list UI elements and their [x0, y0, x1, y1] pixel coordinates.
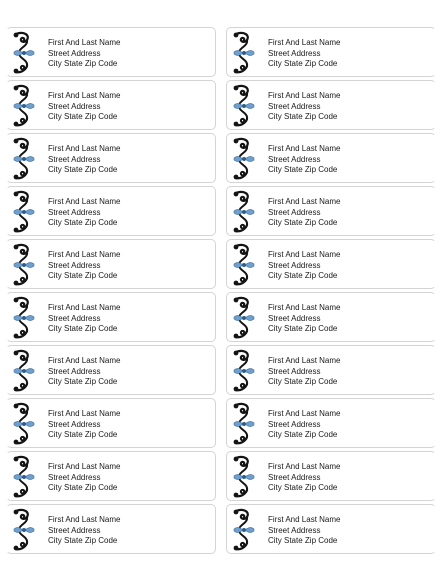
recipient-name: First And Last Name — [48, 38, 121, 47]
address-block — [48, 462, 120, 494]
recipient-name: First And Last Name — [268, 250, 341, 259]
city-state-zip: City State Zip Code — [268, 165, 338, 174]
recipient-name: First And Last Name — [268, 303, 341, 312]
street-address: Street Address — [48, 472, 101, 482]
address-label[interactable] — [226, 345, 436, 395]
scroll-ornament-icon — [11, 455, 37, 499]
street-address: Street Address — [48, 207, 101, 217]
scroll-ornament-icon — [231, 243, 257, 287]
recipient-name: First And Last Name — [48, 91, 121, 100]
address-block — [48, 197, 120, 229]
address-block — [268, 197, 340, 229]
scroll-ornament-icon — [11, 402, 37, 446]
address-block — [268, 462, 340, 494]
scroll-ornament-icon — [231, 455, 257, 499]
city-state-zip: City State Zip Code — [48, 377, 118, 386]
address-label[interactable] — [226, 239, 436, 289]
street-address: Street Address — [48, 48, 101, 58]
address-label[interactable] — [6, 186, 216, 236]
city-state-zip: City State Zip Code — [268, 377, 338, 386]
street-address: Street Address — [48, 101, 101, 111]
scroll-ornament-icon — [231, 508, 257, 552]
address-label[interactable] — [6, 345, 216, 395]
scroll-ornament-icon — [11, 508, 37, 552]
address-block — [48, 38, 120, 70]
address-block — [268, 250, 340, 282]
street-address: Street Address — [48, 260, 101, 270]
city-state-zip: City State Zip Code — [268, 536, 338, 545]
scroll-ornament-icon — [11, 296, 37, 340]
street-address: Street Address — [268, 419, 321, 429]
street-address: Street Address — [268, 207, 321, 217]
address-block — [48, 250, 120, 282]
address-label[interactable] — [6, 292, 216, 342]
address-label[interactable] — [226, 80, 436, 130]
city-state-zip: City State Zip Code — [268, 59, 338, 68]
scroll-ornament-icon — [11, 31, 37, 75]
address-block — [268, 303, 340, 335]
scroll-ornament-icon — [11, 137, 37, 181]
recipient-name: First And Last Name — [48, 409, 121, 418]
street-address: Street Address — [268, 260, 321, 270]
address-label[interactable] — [226, 292, 436, 342]
scroll-ornament-icon — [231, 296, 257, 340]
scroll-ornament-icon — [11, 243, 37, 287]
address-label[interactable] — [226, 398, 436, 448]
address-label[interactable] — [6, 398, 216, 448]
recipient-name: First And Last Name — [48, 197, 121, 206]
address-label[interactable] — [226, 27, 436, 77]
recipient-name: First And Last Name — [268, 197, 341, 206]
scroll-ornament-icon — [11, 349, 37, 393]
recipient-name: First And Last Name — [268, 409, 341, 418]
address-block — [48, 356, 120, 388]
address-label[interactable] — [226, 504, 436, 554]
city-state-zip: City State Zip Code — [48, 271, 118, 280]
scroll-ornament-icon — [231, 84, 257, 128]
street-address: Street Address — [268, 366, 321, 376]
address-block — [48, 515, 120, 547]
street-address: Street Address — [268, 313, 321, 323]
city-state-zip: City State Zip Code — [48, 112, 118, 121]
city-state-zip: City State Zip Code — [268, 483, 338, 492]
address-label[interactable] — [226, 186, 436, 236]
recipient-name: First And Last Name — [268, 144, 341, 153]
street-address: Street Address — [48, 154, 101, 164]
address-block — [268, 38, 340, 70]
city-state-zip: City State Zip Code — [268, 324, 338, 333]
street-address: Street Address — [48, 313, 101, 323]
recipient-name: First And Last Name — [48, 303, 121, 312]
address-block — [48, 303, 120, 335]
city-state-zip: City State Zip Code — [48, 430, 118, 439]
city-state-zip: City State Zip Code — [268, 218, 338, 227]
street-address: Street Address — [268, 472, 321, 482]
address-label[interactable] — [6, 133, 216, 183]
address-label[interactable] — [6, 80, 216, 130]
city-state-zip: City State Zip Code — [268, 112, 338, 121]
address-block — [268, 144, 340, 176]
scroll-ornament-icon — [231, 190, 257, 234]
address-label[interactable] — [6, 504, 216, 554]
address-block — [268, 356, 340, 388]
recipient-name: First And Last Name — [48, 250, 121, 259]
recipient-name: First And Last Name — [268, 515, 341, 524]
street-address: Street Address — [48, 419, 101, 429]
scroll-ornament-icon — [231, 349, 257, 393]
street-address: Street Address — [268, 154, 321, 164]
recipient-name: First And Last Name — [48, 462, 121, 471]
city-state-zip: City State Zip Code — [48, 218, 118, 227]
scroll-ornament-icon — [11, 190, 37, 234]
recipient-name: First And Last Name — [48, 144, 121, 153]
scroll-ornament-icon — [231, 402, 257, 446]
scroll-ornament-icon — [231, 31, 257, 75]
address-label[interactable] — [6, 27, 216, 77]
address-block — [48, 409, 120, 441]
city-state-zip: City State Zip Code — [48, 59, 118, 68]
address-block — [48, 144, 120, 176]
address-block — [48, 91, 120, 123]
city-state-zip: City State Zip Code — [268, 271, 338, 280]
city-state-zip: City State Zip Code — [48, 483, 118, 492]
address-block — [268, 515, 340, 547]
address-label[interactable] — [226, 451, 436, 501]
street-address: Street Address — [268, 525, 321, 535]
recipient-name: First And Last Name — [48, 356, 121, 365]
city-state-zip: City State Zip Code — [48, 165, 118, 174]
recipient-name: First And Last Name — [268, 91, 341, 100]
street-address: Street Address — [48, 366, 101, 376]
recipient-name: First And Last Name — [268, 38, 341, 47]
street-address: Street Address — [48, 525, 101, 535]
city-state-zip: City State Zip Code — [48, 536, 118, 545]
scroll-ornament-icon — [11, 84, 37, 128]
address-block — [268, 409, 340, 441]
city-state-zip: City State Zip Code — [268, 430, 338, 439]
address-label[interactable] — [6, 239, 216, 289]
street-address: Street Address — [268, 101, 321, 111]
address-label[interactable] — [226, 133, 436, 183]
scroll-ornament-icon — [231, 137, 257, 181]
address-label[interactable] — [6, 451, 216, 501]
recipient-name: First And Last Name — [48, 515, 121, 524]
recipient-name: First And Last Name — [268, 356, 341, 365]
city-state-zip: City State Zip Code — [48, 324, 118, 333]
address-block — [268, 91, 340, 123]
street-address: Street Address — [268, 48, 321, 58]
recipient-name: First And Last Name — [268, 462, 341, 471]
